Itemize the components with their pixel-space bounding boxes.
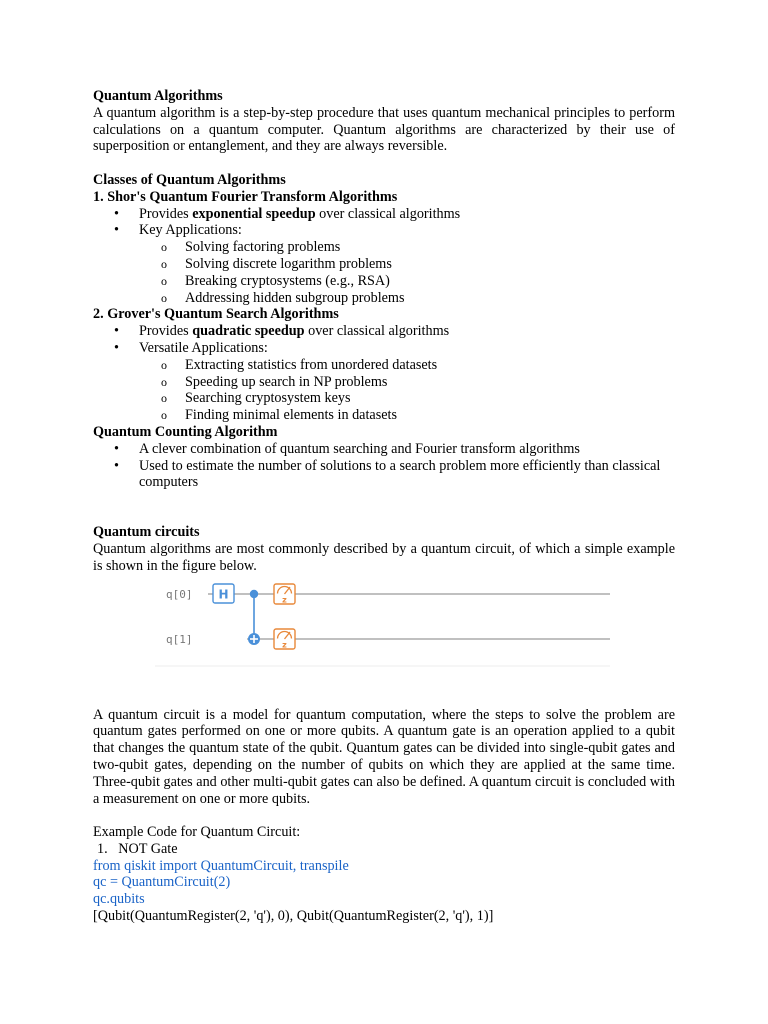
measure-basis-label-q1: z [282, 640, 287, 650]
shor-applications [93, 239, 675, 306]
section-heading-quantum-algorithms: Quantum Algorithms [93, 88, 223, 104]
quantum-circuit-figure [93, 579, 675, 707]
counting-bullets [93, 441, 675, 491]
intro-paragraph: A quantum algorithm is a step-by-step procedure that uses quantum mechanical principles to perform calculations on a quantum computer. Quantum algorithms are characterized by their use of superposition or entanglement, and they are always reversible. [93, 104, 675, 155]
code-line: qc.qubits [93, 891, 145, 908]
hadamard-gate-label: H [218, 587, 229, 602]
list-item: o Finding minimal elements in datasets [93, 407, 675, 424]
list-item: • Key Applications: [93, 222, 675, 239]
code-line: qc = QuantumCircuit(2) [93, 874, 231, 891]
list-item: • Used to estimate the number of solutions to a search problem more efficiently than classical computers [93, 458, 675, 492]
list-item: o Breaking cryptosystems (e.g., RSA) [93, 273, 675, 290]
list-item: o Solving discrete logarithm problems [93, 256, 675, 273]
measure-gate-q1 [274, 629, 295, 650]
qubit-1-label: q[1] [166, 632, 193, 646]
classes-heading: Classes of Quantum Algorithms [93, 171, 286, 188]
list-item: • A clever combination of quantum searching and Fourier transform algorithms [93, 441, 675, 458]
circuits-intro: Quantum algorithms are most commonly described by a quantum circuit, of which a simple example is shown in the figure below. [93, 540, 675, 574]
grover-heading: 2. Grover's Quantum Search Algorithms [93, 306, 339, 323]
list-item: • Provides quadratic speedup over classical algorithms [93, 323, 675, 340]
circuit-diagram [155, 579, 615, 679]
example-heading: Example Code for Quantum Circuit: [93, 824, 301, 841]
list-item: o Solving factoring problems [93, 239, 675, 256]
list-item: o Extracting statistics from unordered datasets [93, 357, 675, 374]
counting-heading: Quantum Counting Algorithm [93, 423, 278, 440]
shor-bullets [93, 206, 675, 240]
list-item: • Provides exponential speedup over classical algorithms [93, 206, 675, 223]
cnot-control-dot [250, 589, 258, 597]
measure-basis-label-q0: z [282, 595, 287, 605]
circuits-description: A quantum circuit is a model for quantum computation, where the steps to solve the problem are quantum gates performed on one or more qubits. A quantum gate is an operation applied to a qubit that changes the quantum state of the qubit. Quantum gates can be divided into single-qubit gates and two-qubit gates, depending on the number of qubits on which they are applied at the same time. Three-qubit gates and other multi-qubit gates can also be defined. A quantum circuit is concluded with a measurement on one or more qubits. [93, 706, 675, 807]
circuits-heading: Quantum circuits [93, 524, 200, 541]
document-page [93, 88, 675, 925]
example-item-number: 1. [97, 840, 108, 857]
list-item: • Versatile Applications: [93, 340, 675, 357]
code-line: from qiskit import QuantumCircuit, transpile [93, 857, 349, 874]
qubit-0-label: q[0] [166, 587, 193, 601]
example-item [93, 841, 675, 858]
list-item: o Addressing hidden subgroup problems [93, 290, 675, 307]
list-item: o Speeding up search in NP problems [93, 374, 675, 391]
measure-gate-q0 [274, 584, 295, 605]
grover-bullets [93, 323, 675, 357]
grover-applications [93, 357, 675, 424]
shor-heading: 1. Shor's Quantum Fourier Transform Algorithms [93, 188, 398, 205]
code-output: [Qubit(QuantumRegister(2, 'q'), 0), Qubit(QuantumRegister(2, 'q'), 1)] [93, 908, 494, 925]
example-item-label: NOT Gate [118, 840, 178, 857]
list-item: o Searching cryptosystem keys [93, 390, 675, 407]
